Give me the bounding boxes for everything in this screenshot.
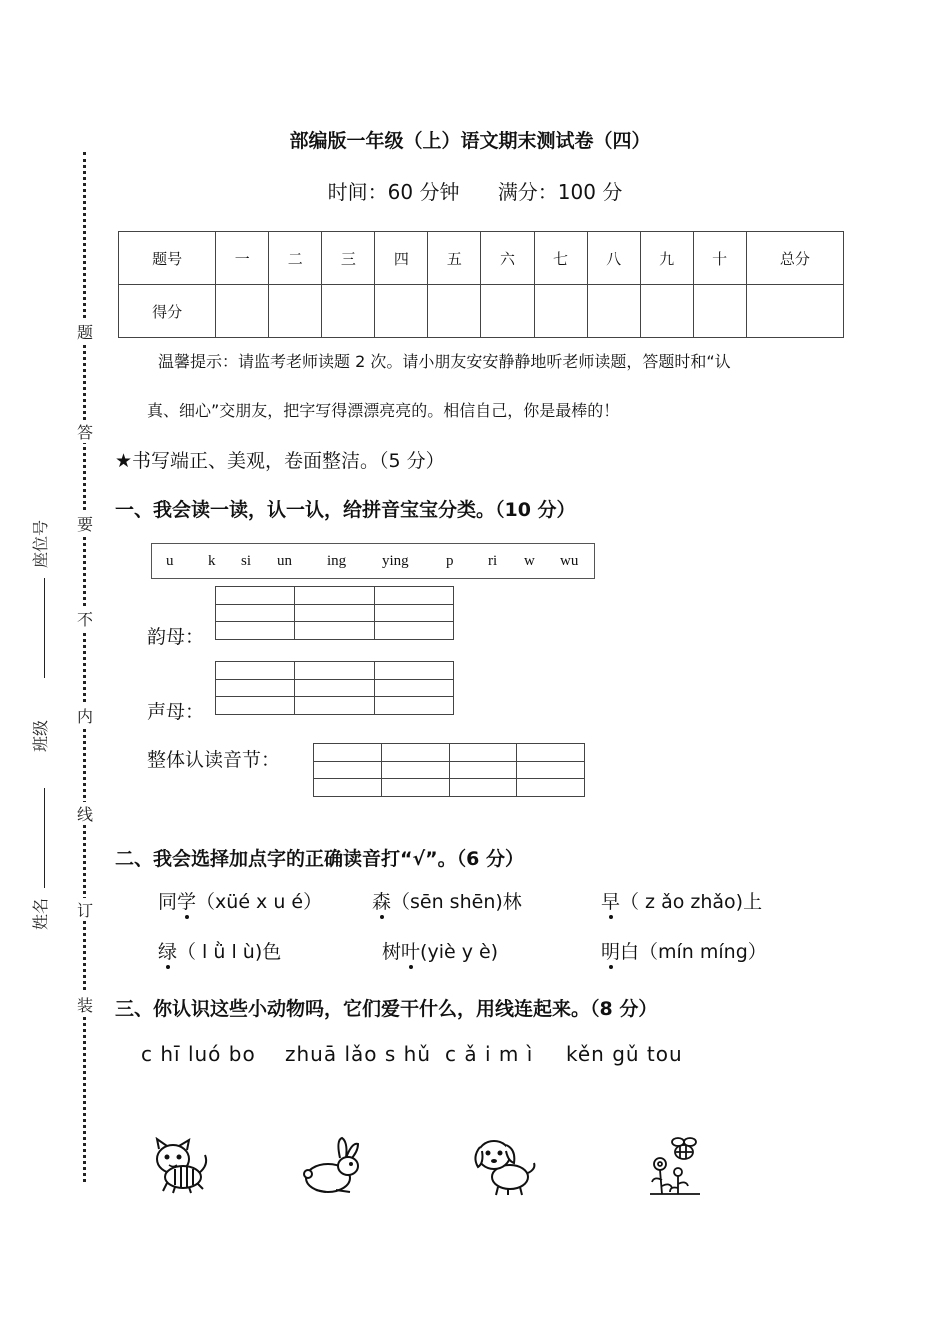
item-text: 色	[262, 941, 282, 963]
reading-choice-item[interactable]	[158, 887, 322, 914]
seat-number-label: 座位号	[31, 519, 50, 568]
score-header-cell: 一	[216, 232, 269, 285]
handwriting-note: ★书写端正、美观，卷面整洁。（5 分）	[115, 450, 445, 472]
pinyin-options: （xüé x u é）	[196, 891, 323, 913]
dotted-char: 森	[372, 891, 392, 913]
shengmu-label: 声母：	[147, 701, 205, 723]
score-cell[interactable]	[269, 285, 322, 338]
item-text: 林	[502, 891, 522, 913]
time-limit: 时间：60 分钟	[327, 180, 460, 204]
score-header-cell: 七	[534, 232, 587, 285]
activity-pinyin[interactable]: c hī luó bo	[141, 1042, 256, 1066]
seat-number-blank[interactable]	[44, 578, 45, 678]
tip-line-1: 温馨提示：请监考老师读题 2 次。请小朋友安安静静地听老师读题，答题时和“认	[158, 352, 731, 371]
activity-pinyin[interactable]: zhuā lǎo s hǔ	[285, 1042, 431, 1066]
pinyin-options: 白（mín míng）	[620, 941, 767, 963]
tip-line-2: 真、细心”交朋友，把字写得漂漂亮亮的。相信自己，你是最棒的！	[147, 401, 620, 420]
class-label: 班级	[31, 719, 50, 752]
name-label: 姓名	[31, 897, 50, 930]
section1-heading: 一、我会读一读，认一认，给拼音宝宝分类。（10 分）	[115, 499, 576, 521]
pinyin-item: k	[208, 553, 216, 569]
section3-heading: 三、你认识这些小动物吗，它们爱干什么，用线连起来。（8 分）	[115, 998, 658, 1020]
score-cell[interactable]	[428, 285, 481, 338]
score-cell[interactable]	[693, 285, 746, 338]
score-cell[interactable]	[216, 285, 269, 338]
dotted-char: 叶	[401, 941, 421, 963]
binding-char: 不	[74, 607, 96, 630]
pinyin-item: u	[166, 553, 174, 569]
activity-pinyin[interactable]: kěn gǔ tou	[566, 1042, 683, 1066]
pinyin-options: （ l ǜ l ù)	[177, 941, 263, 963]
score-cell[interactable]	[322, 285, 375, 338]
binding-char: 装	[74, 993, 96, 1016]
score-header-row	[119, 232, 844, 285]
pinyin-options: （ z ǎo zhǎo)	[620, 891, 744, 913]
pinyin-item: si	[241, 553, 252, 569]
bee-icon[interactable]	[648, 1136, 702, 1196]
dotted-char: 明	[601, 941, 621, 963]
score-header-cell: 题号	[119, 232, 216, 285]
pinyin-item: w	[524, 553, 535, 569]
zhengti-writing-grid[interactable]	[313, 743, 585, 797]
score-header-cell: 八	[587, 232, 640, 285]
section2-heading: 二、我会选择加点字的正确读音打“√”。（6 分）	[115, 848, 524, 870]
rabbit-icon[interactable]	[300, 1136, 366, 1196]
dotted-char: 早	[601, 891, 621, 913]
reading-choice-item[interactable]	[382, 937, 498, 964]
item-text: 同	[158, 891, 178, 913]
exam-info	[0, 176, 950, 205]
score-cell[interactable]	[587, 285, 640, 338]
score-header-cell: 九	[640, 232, 693, 285]
score-header-cell: 六	[481, 232, 534, 285]
binding-char: 线	[74, 802, 96, 825]
cat-icon[interactable]	[145, 1137, 211, 1195]
reading-choice-item[interactable]	[372, 887, 522, 914]
score-cell[interactable]	[534, 285, 587, 338]
reading-choice-item[interactable]	[601, 937, 767, 964]
binding-char: 答	[74, 420, 96, 443]
dotted-char: 学	[177, 891, 197, 913]
score-value-row	[119, 285, 844, 338]
page-title: 部编版一年级（上）语文期末测试卷（四）	[289, 130, 651, 152]
yunmu-label: 韵母：	[147, 626, 205, 648]
dotted-char: 绿	[158, 941, 178, 963]
score-header-cell: 五	[428, 232, 481, 285]
binding-char: 要	[74, 512, 96, 535]
pinyin-item: ying	[382, 553, 409, 569]
reading-choice-item[interactable]	[158, 937, 281, 964]
pinyin-options: （sēn shēn)	[391, 891, 503, 913]
score-cell[interactable]	[481, 285, 534, 338]
binding-char: 订	[74, 898, 96, 921]
dog-icon[interactable]	[470, 1133, 540, 1197]
binding-dotted-line	[83, 152, 86, 1182]
activity-pinyin[interactable]: c ǎ i m ì	[445, 1042, 534, 1066]
score-cell[interactable]	[375, 285, 428, 338]
pinyin-item: un	[277, 553, 292, 569]
item-text: 上	[743, 891, 763, 913]
binding-char: 内	[74, 704, 96, 727]
score-cell[interactable]	[640, 285, 693, 338]
zhengti-label: 整体认读音节：	[147, 749, 281, 771]
yunmu-writing-grid[interactable]	[215, 586, 454, 640]
score-header-cell: 四	[375, 232, 428, 285]
pinyin-item: wu	[560, 553, 579, 569]
pinyin-item: ing	[327, 553, 347, 569]
pinyin-box	[151, 543, 595, 579]
item-text: 树	[382, 941, 402, 963]
pinyin-options: (yiè y è)	[420, 941, 499, 963]
pinyin-item: p	[446, 553, 454, 569]
score-cell[interactable]	[746, 285, 843, 338]
name-blank[interactable]	[44, 788, 45, 888]
score-header-cell: 二	[269, 232, 322, 285]
reading-choice-item[interactable]	[601, 887, 762, 914]
score-table	[118, 231, 844, 338]
binding-char: 题	[74, 320, 96, 343]
score-header-cell: 十	[693, 232, 746, 285]
score-row-label: 得分	[119, 285, 216, 338]
score-header-cell: 总分	[746, 232, 843, 285]
full-score: 满分：100 分	[497, 180, 623, 204]
pinyin-item: ri	[488, 553, 498, 569]
score-header-cell: 三	[322, 232, 375, 285]
shengmu-writing-grid[interactable]	[215, 661, 454, 715]
